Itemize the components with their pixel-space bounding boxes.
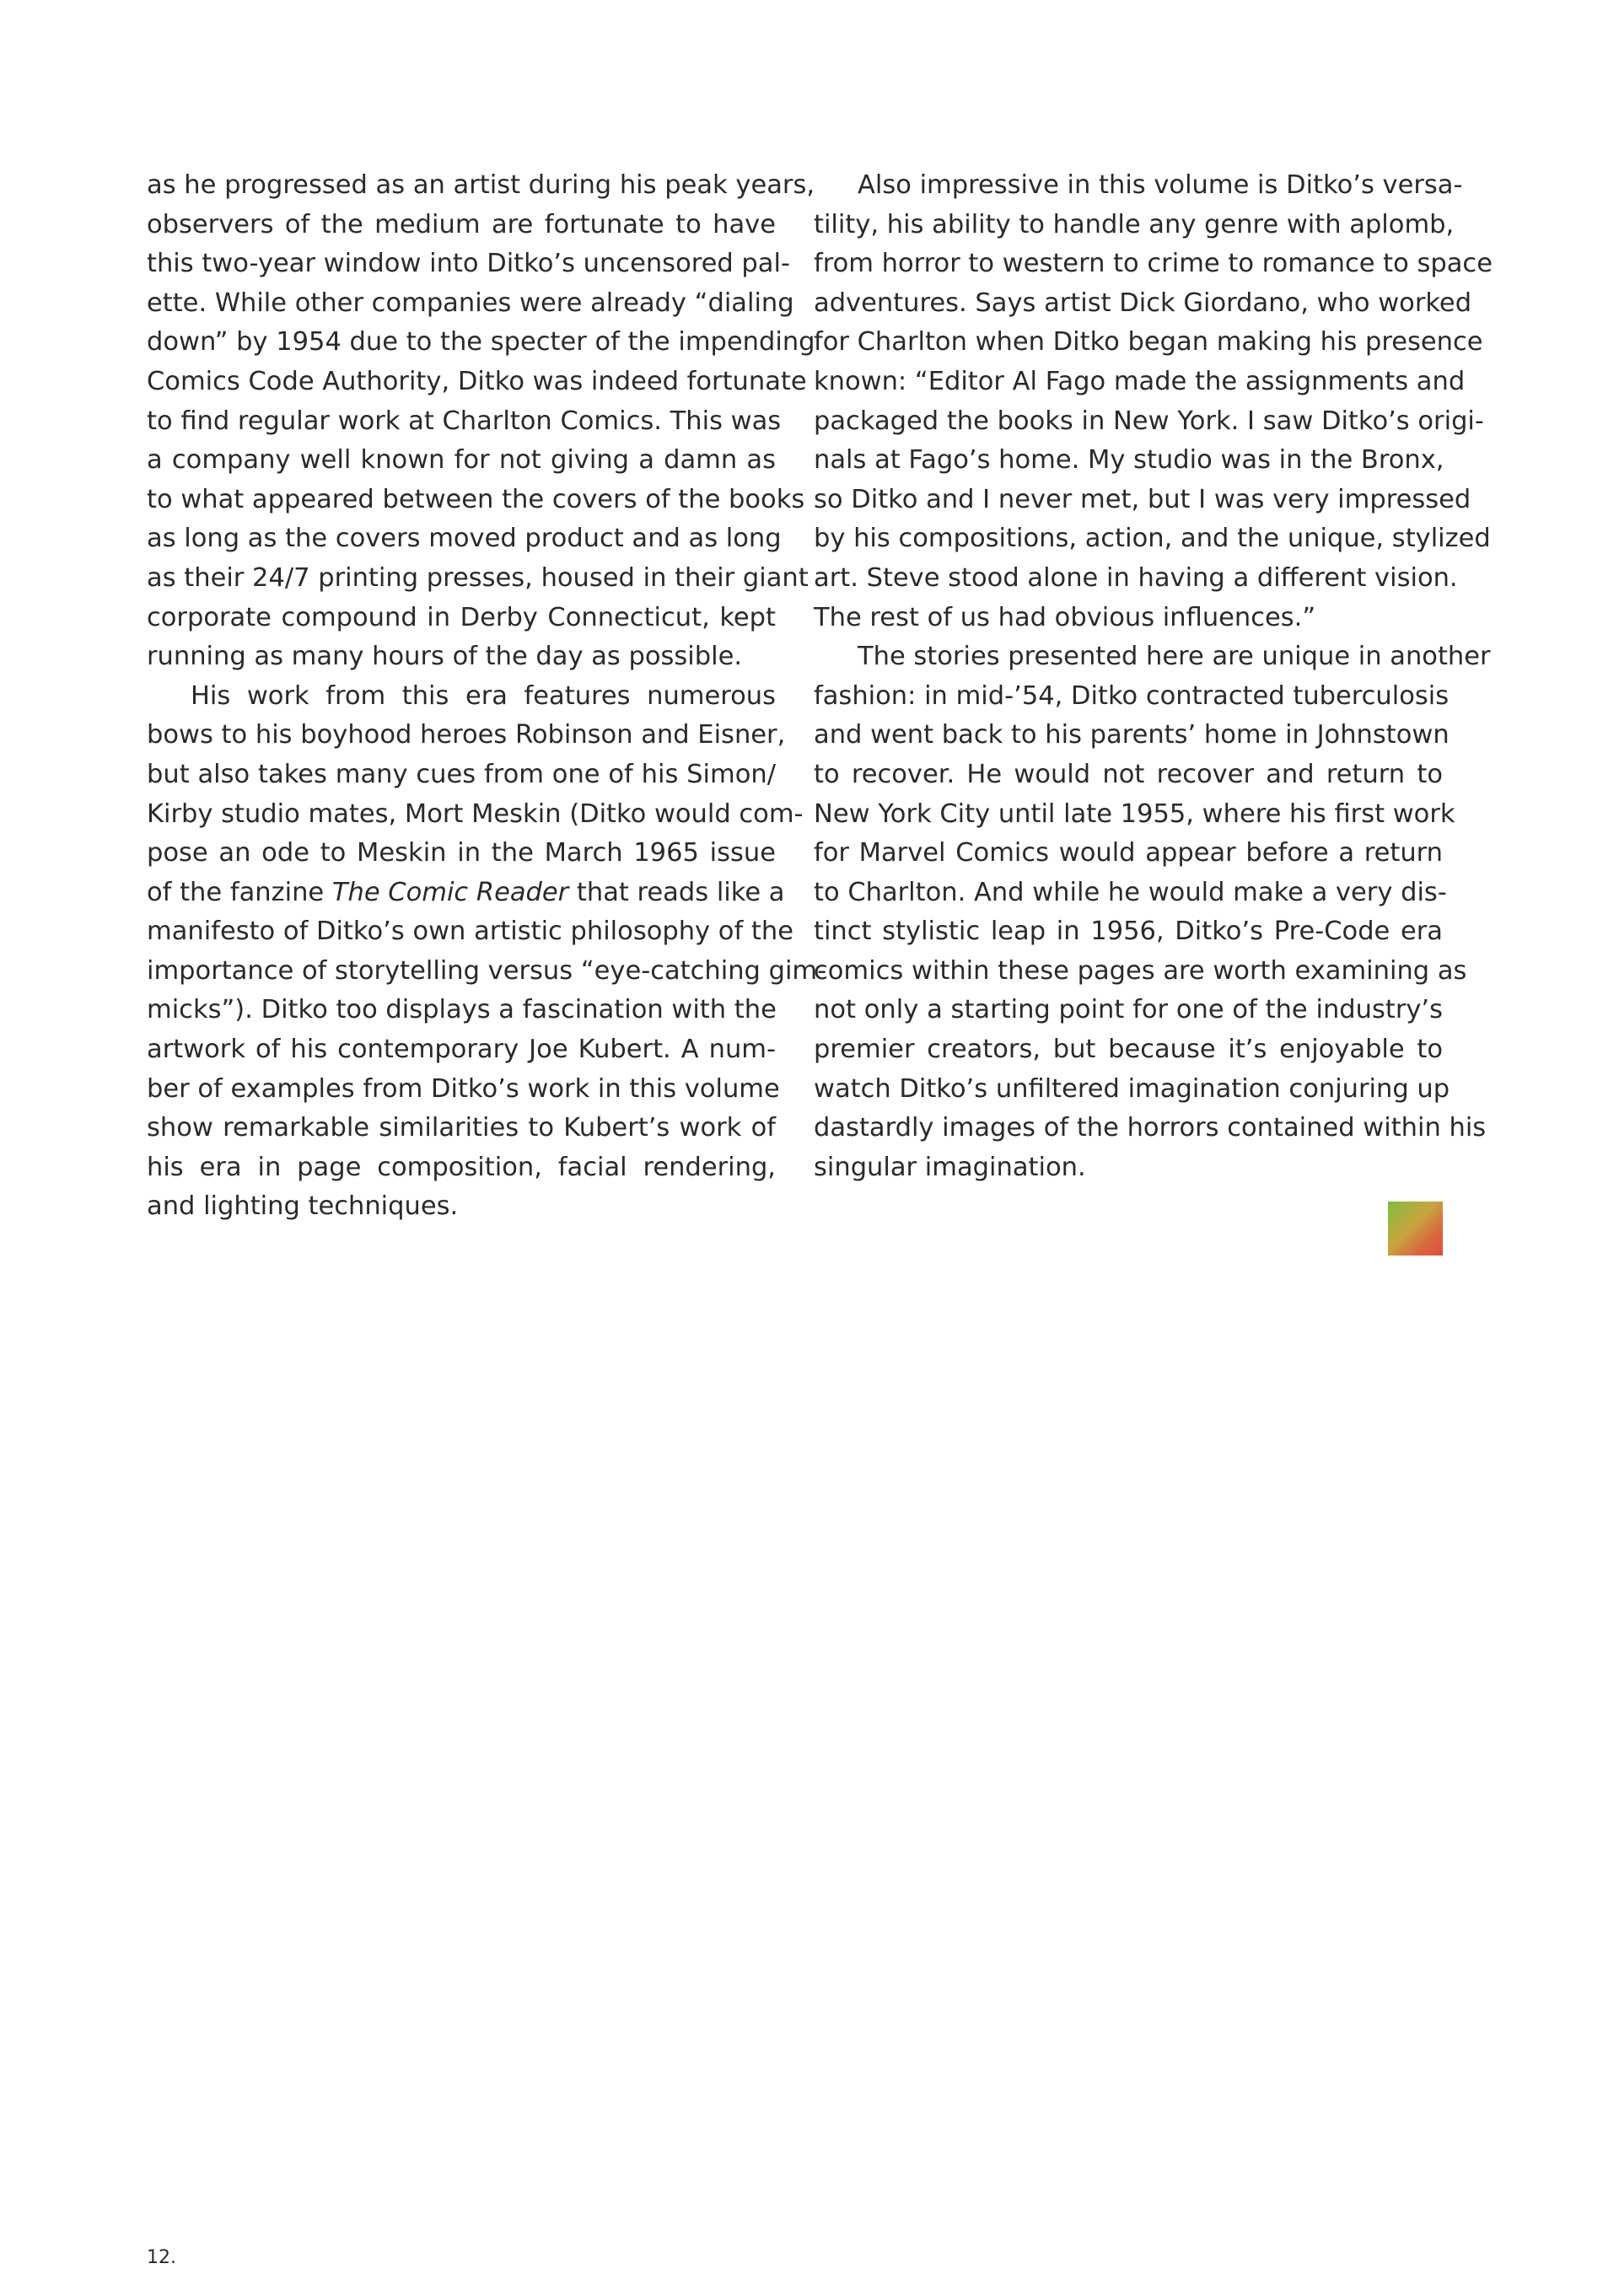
- text-line: New York City until late 1955, where his first work: [814, 798, 1455, 829]
- text-line: packaged the books in New York. I saw Ditko’s origi-: [814, 406, 1484, 436]
- text-line: Comics Code Authority, Ditko was indeed fortunate: [147, 366, 807, 396]
- text-line: to recover. He would not recover and return to: [814, 759, 1443, 789]
- text-line: pose an ode to Meskin in the March 1965 issue: [147, 838, 776, 868]
- text-line: but also takes many cues from one of his Simon/: [147, 759, 776, 789]
- text-line: watch Ditko’s unfiltered imagination conjuring up: [814, 1073, 1450, 1104]
- text-line: premier creators, but because it’s enjoyable to: [814, 1035, 1443, 1065]
- right-text-column: [814, 166, 1493, 1187]
- text-line: nals at Fago’s home. My studio was in the Bronx,: [814, 445, 1444, 476]
- text-line: for Charlton when Ditko began making his presence: [814, 327, 1483, 358]
- text-line: as long as the covers moved product and as long: [147, 524, 782, 554]
- text-line: singular imagination.: [814, 1152, 1086, 1182]
- text-line: adventures. Says artist Dick Giordano, who worked: [814, 288, 1472, 318]
- publication-title: The Comic Reader: [331, 877, 569, 907]
- text-line: to what appeared between the covers of the books: [147, 484, 805, 514]
- text-line: Kirby studio mates, Mort Meskin (Ditko would com-: [147, 798, 804, 829]
- text-line: tinct stylistic leap in 1956, Ditko’s Pre-Code era: [814, 917, 1443, 947]
- text-line: known: “Editor Al Fago made the assignments and: [814, 366, 1466, 396]
- text-line: micks”). Ditko too displays a fascination with the: [147, 995, 777, 1025]
- text-line: for Marvel Comics would appear before a return: [814, 838, 1443, 868]
- text-line: fashion: in mid-’54, Ditko contracted tuberculosis: [814, 680, 1450, 711]
- text-line: comics within these pages are worth examining as: [814, 955, 1467, 986]
- text-line: a company well known for not giving a damn as: [147, 445, 776, 476]
- text-line: running as many hours of the day as possible.: [147, 642, 743, 672]
- text-line: show remarkable similarities to Kubert’s work of: [147, 1113, 776, 1143]
- text-line: bows to his boyhood heroes Robinson and Eisner,: [147, 720, 786, 750]
- article-end-mark: [1388, 1202, 1443, 1256]
- text-line: down” by 1954 due to the specter of the impending: [147, 327, 815, 358]
- text-line: ette. While other companies were already “dialing: [147, 288, 794, 318]
- text-line: his era in page composition, facial rendering,: [147, 1152, 776, 1182]
- text-line: and went back to his parents’ home in Johnstown: [814, 720, 1450, 750]
- text-line: as their 24/7 printing presses, housed in their giant: [147, 562, 809, 593]
- left-text-column: [147, 166, 827, 1227]
- text-line: art. Steve stood alone in having a different vision.: [814, 562, 1458, 593]
- text-line: and lighting techniques.: [147, 1191, 459, 1222]
- text-line: this two-year window into Ditko’s uncensored pal-: [147, 249, 790, 279]
- text-line: importance of storytelling versus “eye-catching gim-: [147, 955, 827, 986]
- text-line: artwork of his contemporary Joe Kubert. A num-: [147, 1035, 776, 1065]
- paragraph: [147, 166, 815, 677]
- paragraph: [147, 677, 827, 1227]
- text-line: to find regular work at Charlton Comics. This was: [147, 406, 782, 436]
- text-line: The rest of us had obvious influences.”: [814, 602, 1316, 632]
- text-fragment: of the fanzine: [147, 877, 332, 907]
- text-line: manifesto of Ditko’s own artistic philosophy of the: [147, 917, 793, 947]
- text-line: Also impressive in this volume is Ditko’s versa-: [858, 170, 1463, 200]
- text-line: from horror to western to crime to romance to space: [814, 249, 1493, 279]
- text-line: corporate compound in Derby Connecticut, kept: [147, 602, 776, 632]
- page-number: 12.: [147, 2247, 176, 2268]
- text-line: The stories presented here are unique in another: [858, 642, 1491, 672]
- text-fragment: that reads like a: [568, 877, 785, 907]
- text-line: tility, his ability to handle any genre with aplomb,: [814, 209, 1455, 239]
- text-line: so Ditko and I never met, but I was very impressed: [814, 484, 1471, 514]
- text-line: ber of examples from Ditko’s work in this volume: [147, 1073, 780, 1104]
- text-line-with-title: [147, 874, 785, 913]
- text-line: not only a starting point for one of the industry’s: [814, 995, 1443, 1025]
- text-line: His work from this era features numerous: [191, 680, 776, 711]
- text-line: as he progressed as an artist during his peak years,: [147, 170, 815, 200]
- text-line: to Charlton. And while he would make a very dis-: [814, 877, 1447, 907]
- text-line: observers of the medium are fortunate to have: [147, 209, 776, 239]
- text-line: by his compositions, action, and the unique, stylized: [814, 524, 1491, 554]
- text-line: dastardly images of the horrors contained within his: [814, 1113, 1487, 1143]
- paragraph: [814, 637, 1491, 1187]
- paragraph: [814, 166, 1493, 637]
